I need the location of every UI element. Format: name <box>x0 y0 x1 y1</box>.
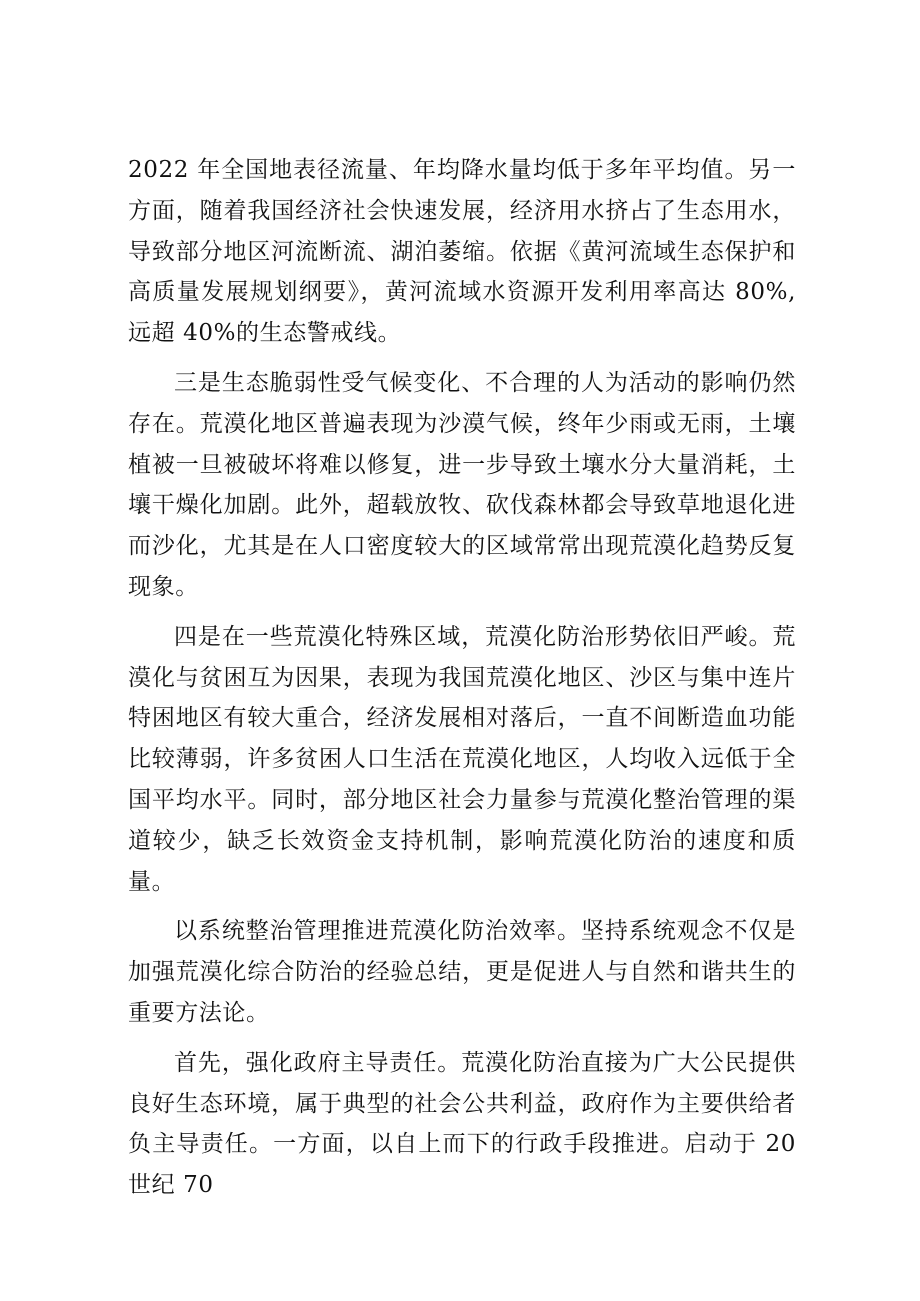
paragraph-system-governance: 以系统整治管理推进荒漠化防治效率。坚持系统观念不仅是加强荒漠化综合防治的经验总结，更是促进人与自然和谐共生的重要方法论。 <box>128 918 796 1026</box>
document-body <box>128 150 796 1206</box>
paragraph-point-four: 四是在一些荒漠化特殊区域，荒漠化防治形势依旧严峻。荒漠化与贫困互为因果，表现为我国荒漠化地区、沙区与集中连片特困地区有较大重合，经济发展相对落后，一直不间断造血功能比较薄弱，许多贫困人口生活在荒漠化地区，人均收入远低于全国平均水平。同时，部分地区社会力量参与荒漠化整治管理的渠道较少，缺乏长效资金支持机制，影响荒漠化防治的速度和质量。 <box>128 623 796 895</box>
paragraph-point-three: 三是生态脆弱性受气候变化、不合理的人为活动的影响仍然存在。荒漠化地区普遍表现为沙漠气候，终年少雨或无雨，土壤植被一旦被破坏将难以修复，进一步导致土壤水分大量消耗，土壤干燥化加剧。此外，超载放牧、砍伐森林都会导致草地退化进而沙化，尤其是在人口密度较大的区域常常出现荒漠化趋势反复现象。 <box>128 369 796 600</box>
paragraph-government-role: 首先，强化政府主导责任。荒漠化防治直接为广大公民提供良好生态环境，属于典型的社会公共利益，政府作为主要供给者负主导责任。一方面，以自上而下的行政手段推进。启动于 20 世纪 70 <box>128 1049 796 1199</box>
paragraph-continued: 2022 年全国地表径流量、年均降水量均低于多年平均值。另一方面，随着我国经济社会快速发展，经济用水挤占了生态用水，导致部分地区河流断流、湖泊萎缩。依据《黄河流域生态保护和高质量发展规划纲要》，黄河流域水资源开发利用率高达 80%,远超 40%的生态警戒线。 <box>128 157 796 347</box>
